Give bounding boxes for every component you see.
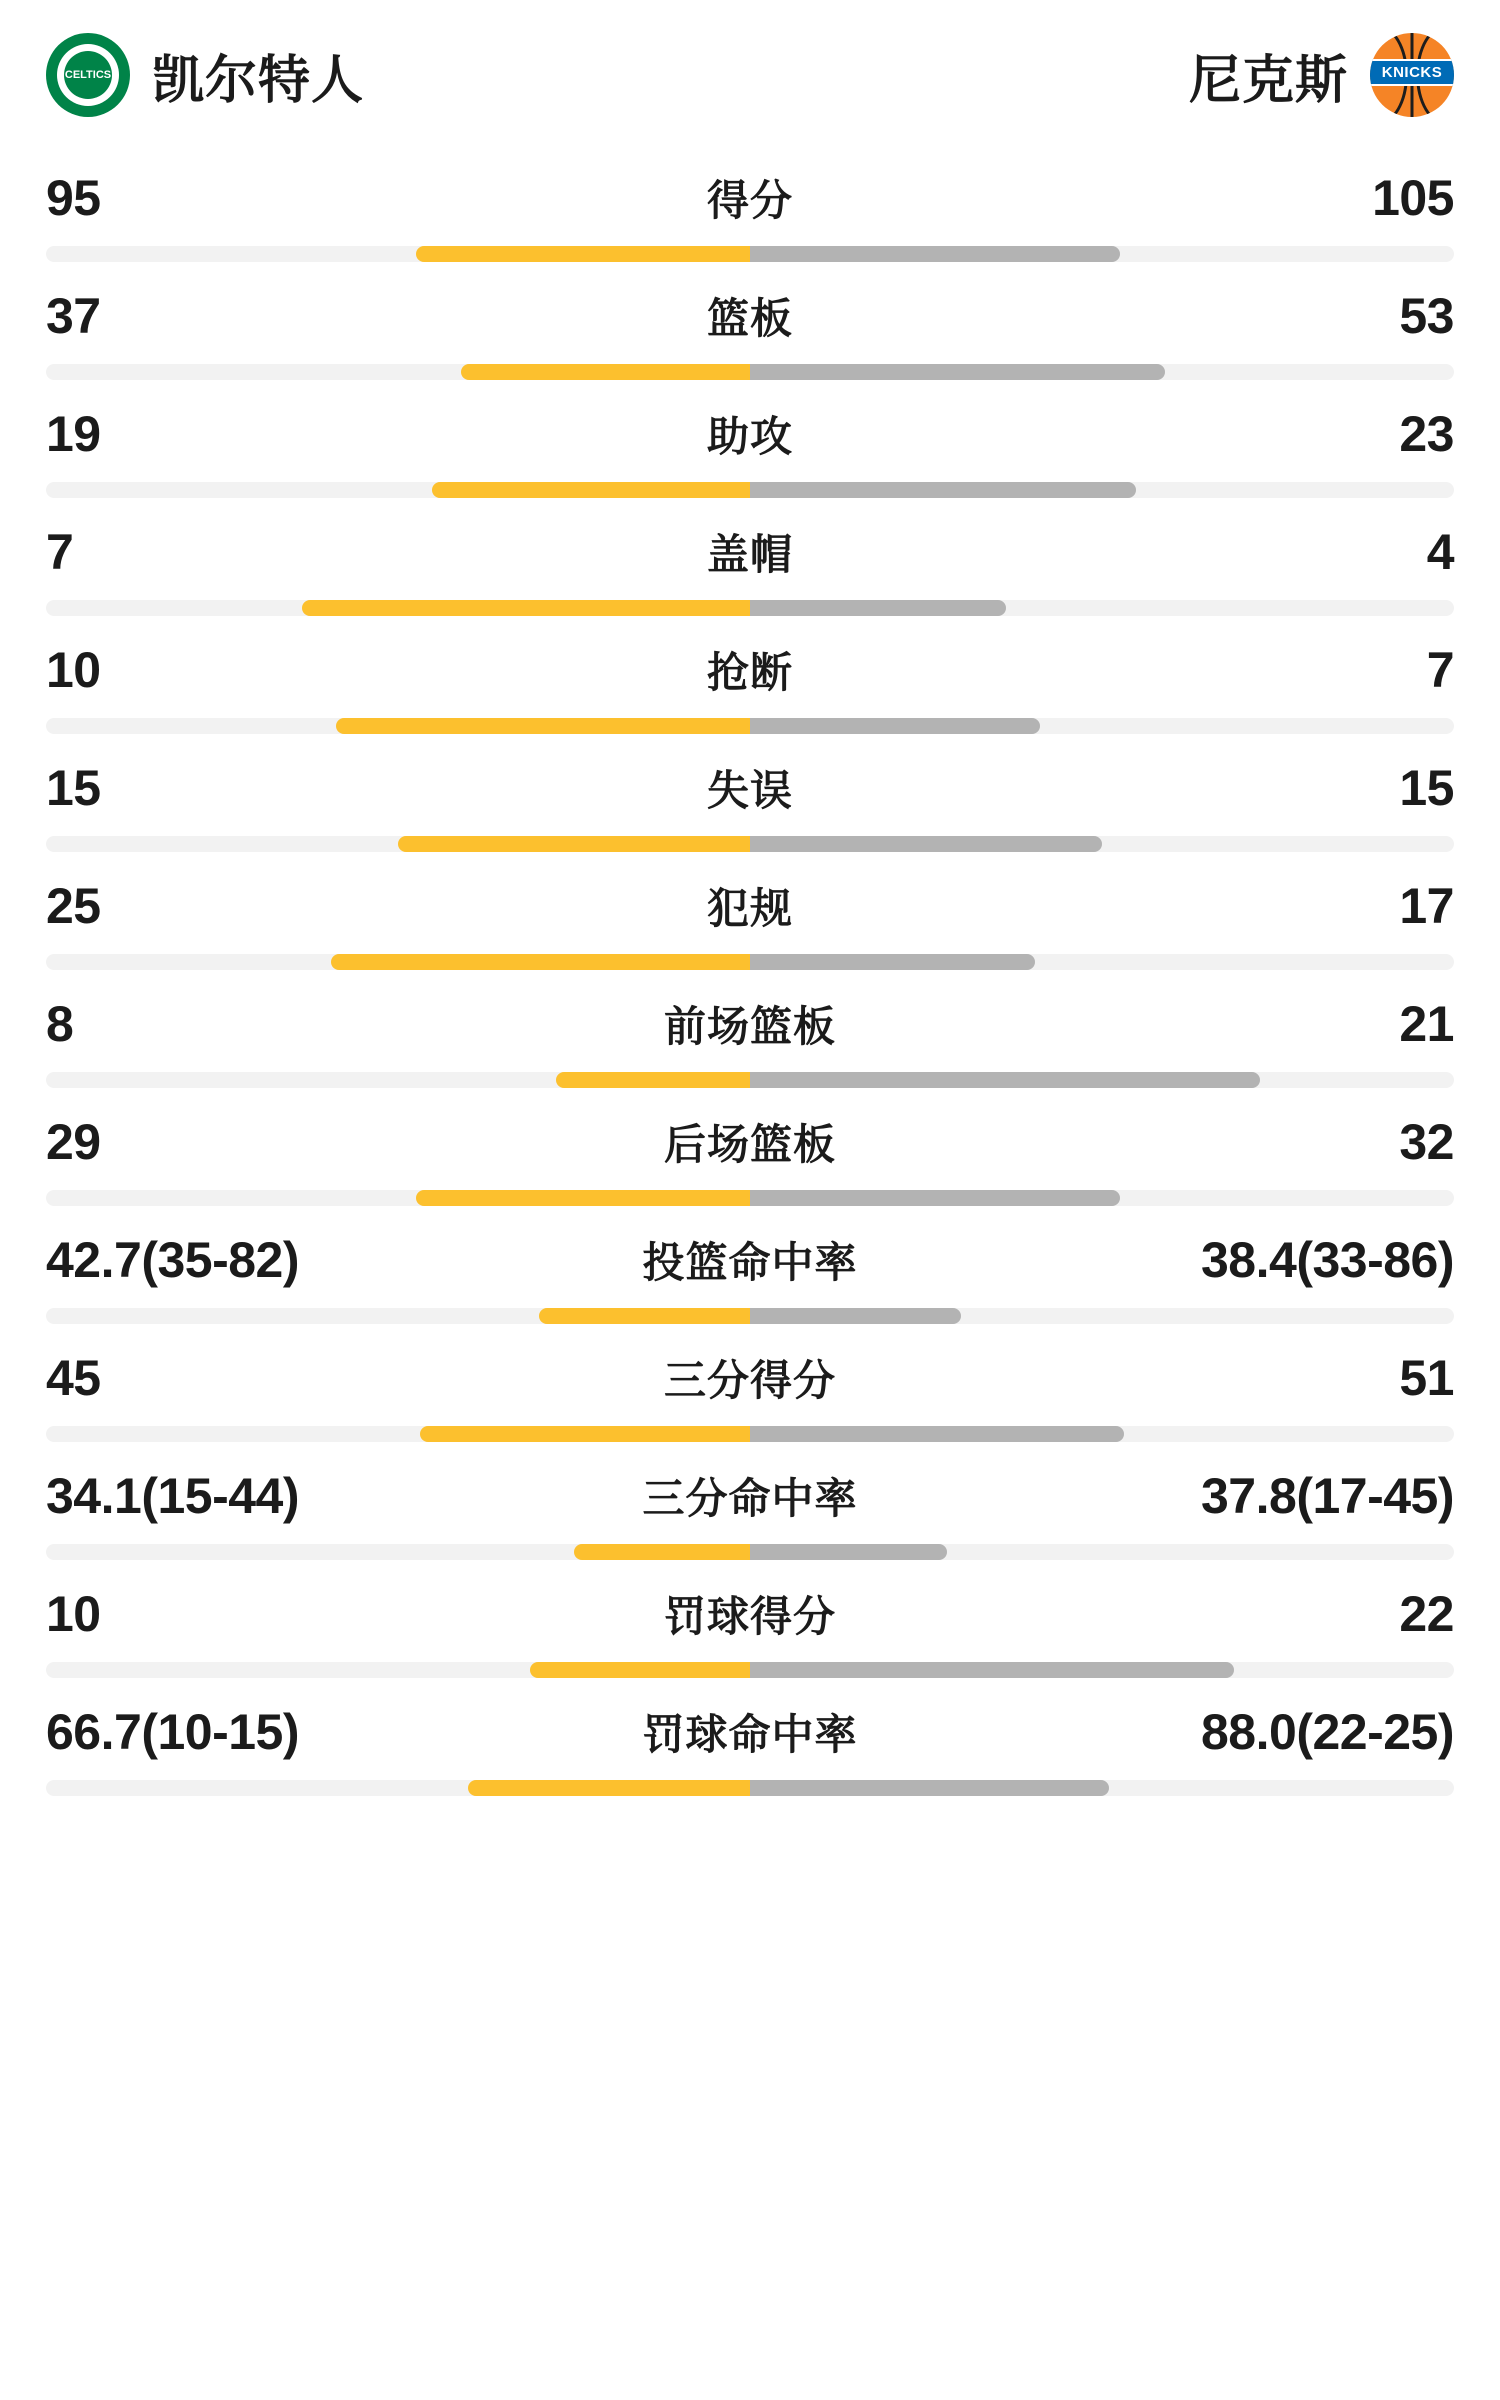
stat-row-values [46,640,1454,700]
away-stat-value: 7 [1426,642,1454,698]
away-stat-value: 23 [1399,406,1454,462]
away-stat-value: 53 [1399,288,1454,344]
away-bar-half [750,1308,1454,1324]
stat-row-values [46,404,1454,464]
away-bar-fill [750,836,1102,852]
away-bar-half [750,1190,1454,1206]
stat-row [46,1688,1454,1806]
away-bar-fill [750,1072,1260,1088]
stat-row [46,508,1454,626]
stat-bar-track [46,364,1454,380]
away-stat-value: 32 [1399,1114,1454,1170]
stat-bar-track [46,954,1454,970]
stat-row [46,862,1454,980]
stat-row [46,1098,1454,1216]
home-bar-fill [539,1308,750,1324]
away-bar-half [750,954,1454,970]
away-bar-half [750,1780,1454,1796]
home-stat-value: 19 [46,406,101,462]
home-bar-fill [336,718,750,734]
knicks-logo [1370,33,1454,117]
celtics-logo [46,33,130,117]
home-bar-half [46,482,750,498]
stat-bar-track [46,1780,1454,1796]
stat-row-values [46,876,1454,936]
away-bar-fill [750,718,1040,734]
stat-row-values [46,1584,1454,1644]
home-bar-half [46,836,750,852]
home-bar-half [46,1308,750,1324]
stat-bar-track [46,1662,1454,1678]
home-bar-half [46,600,750,616]
stat-row-values [46,1112,1454,1172]
team-stat-comparison-list [46,150,1454,1806]
stat-row-values [46,1466,1454,1526]
stat-bar-track [46,482,1454,498]
stat-row [46,1452,1454,1570]
home-stat-value: 8 [46,996,74,1052]
home-bar-half [46,1072,750,1088]
away-bar-half [750,1426,1454,1442]
home-bar-fill [302,600,750,616]
stat-row-values [46,522,1454,582]
stat-row-values [46,286,1454,346]
celtics-logo-mark: CELTICS [64,51,112,99]
home-bar-fill [416,246,750,262]
stat-bar-track [46,1544,1454,1560]
away-team-name: 尼克斯 [1188,51,1348,110]
home-stat-value: 34.1(15-44) [46,1468,299,1524]
home-bar-half [46,1426,750,1442]
home-stat-value: 66.7(10-15) [46,1704,299,1760]
stat-label: 罚球命中率 [642,1711,858,1758]
stat-row [46,154,1454,272]
stat-row-values [46,1702,1454,1762]
stat-label: 罚球得分 [663,1593,836,1640]
home-bar-half [46,1780,750,1796]
stat-label: 抢断 [706,649,793,696]
stat-bar-track [46,1426,1454,1442]
home-stat-value: 7 [46,524,74,580]
matchup-header [46,0,1454,150]
away-stat-value: 105 [1372,170,1454,226]
home-bar-half [46,1190,750,1206]
away-bar-fill [750,1426,1124,1442]
celtics-logo-ring [57,44,119,106]
stat-row-values [46,994,1454,1054]
stat-bar-track [46,1072,1454,1088]
away-bar-fill [750,1190,1120,1206]
home-bar-half [46,1544,750,1560]
away-bar-fill [750,1662,1234,1678]
stat-row [46,1216,1454,1334]
stat-label: 失误 [706,767,793,814]
stat-label: 投篮命中率 [642,1239,858,1286]
stat-row-values [46,1348,1454,1408]
stat-row-values [46,168,1454,228]
away-team [1189,33,1454,117]
away-bar-fill [750,246,1120,262]
away-bar-half [750,718,1454,734]
home-bar-half [46,364,750,380]
home-team-name: 凯尔特人 [152,51,365,110]
stat-row [46,744,1454,862]
away-bar-half [750,836,1454,852]
stat-row [46,1334,1454,1452]
stat-row-values [46,1230,1454,1290]
stat-bar-track [46,600,1454,616]
away-bar-half [750,246,1454,262]
home-bar-fill [398,836,750,852]
stat-label: 犯规 [706,885,793,932]
knicks-logo-wordmark: KNICKS [1370,59,1454,86]
home-bar-half [46,954,750,970]
stat-bar-track [46,718,1454,734]
away-bar-half [750,1544,1454,1560]
home-team [46,33,364,117]
home-bar-half [46,246,750,262]
away-stat-value: 37.8(17-45) [1201,1468,1454,1524]
away-stat-value: 17 [1399,878,1454,934]
home-bar-half [46,1662,750,1678]
away-stat-value: 21 [1399,996,1454,1052]
stat-bar-track [46,1308,1454,1324]
stat-label: 得分 [706,177,793,224]
away-bar-fill [750,364,1165,380]
away-bar-fill [750,600,1006,616]
away-stat-value: 4 [1426,524,1454,580]
away-bar-half [750,600,1454,616]
stat-row [46,1570,1454,1688]
stat-label: 三分命中率 [642,1475,858,1522]
stat-row [46,626,1454,744]
home-stat-value: 10 [46,1586,101,1642]
stat-label: 盖帽 [706,531,793,578]
away-bar-fill [750,1544,947,1560]
away-bar-half [750,1072,1454,1088]
away-bar-fill [750,1780,1109,1796]
home-bar-fill [556,1072,750,1088]
away-stat-value: 88.0(22-25) [1201,1704,1454,1760]
stat-label: 篮板 [706,295,793,342]
home-bar-fill [420,1426,750,1442]
home-bar-fill [416,1190,750,1206]
away-bar-fill [750,1308,961,1324]
away-bar-fill [750,954,1035,970]
home-stat-value: 45 [46,1350,101,1406]
home-bar-fill [468,1780,750,1796]
home-bar-fill [461,364,750,380]
stat-bar-track [46,836,1454,852]
stat-row [46,272,1454,390]
stat-label: 三分得分 [663,1357,836,1404]
away-bar-fill [750,482,1136,498]
stat-label: 助攻 [706,413,793,460]
stat-bar-track [46,1190,1454,1206]
home-bar-fill [574,1544,750,1560]
home-stat-value: 95 [46,170,101,226]
home-stat-value: 10 [46,642,101,698]
away-bar-half [750,364,1454,380]
away-stat-value: 15 [1399,760,1454,816]
away-stat-value: 38.4(33-86) [1201,1232,1454,1288]
home-stat-value: 37 [46,288,101,344]
away-bar-half [750,482,1454,498]
away-stat-value: 51 [1399,1350,1454,1406]
home-stat-value: 29 [46,1114,101,1170]
home-stat-value: 42.7(35-82) [46,1232,299,1288]
home-bar-fill [432,482,750,498]
home-stat-value: 25 [46,878,101,934]
home-bar-half [46,718,750,734]
home-bar-fill [530,1662,750,1678]
home-bar-fill [331,954,750,970]
away-stat-value: 22 [1399,1586,1454,1642]
away-bar-half [750,1662,1454,1678]
stat-row-values [46,758,1454,818]
stat-bar-track [46,246,1454,262]
home-stat-value: 15 [46,760,101,816]
stat-label: 后场篮板 [663,1121,836,1168]
stat-row [46,390,1454,508]
stat-label: 前场篮板 [663,1003,836,1050]
stat-row [46,980,1454,1098]
